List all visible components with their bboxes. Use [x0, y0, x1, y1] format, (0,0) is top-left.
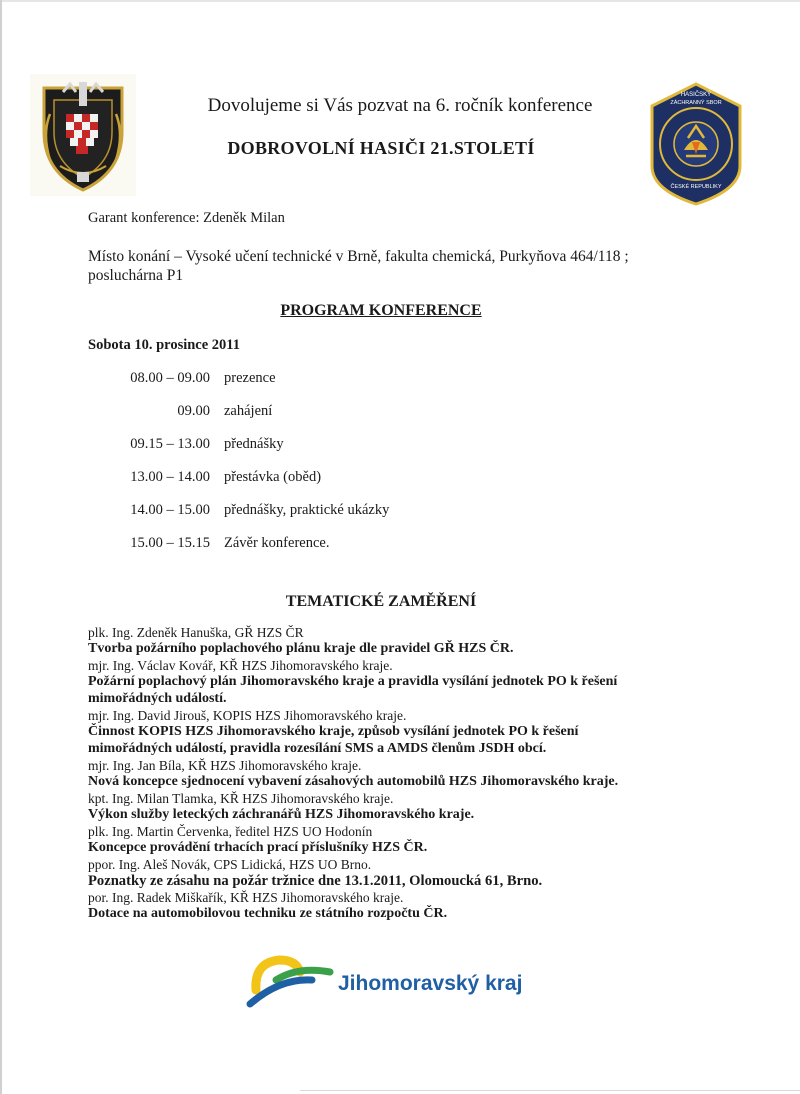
schedule-activity: přestávka (oběd): [224, 469, 322, 485]
talk-title: Poznatky ze zásahu na požár tržnice dne 13.1.2011, Olomoucká 61, Brno.: [88, 873, 543, 890]
schedule-activity: přednášky: [224, 436, 284, 452]
talk-speaker: plk. Ing. Martin Červenka, ředitel HZS UO Hodonín: [88, 824, 373, 839]
venue-line-1: Místo konání – Vysoké učení technické v Brně, fakulta chemická, Purkyňova 464/118 ;: [88, 248, 629, 265]
talk-speaker: plk. Ing. Zdeněk Hanuška, GŘ HZS ČR: [88, 625, 304, 640]
coat-of-arms-emblem: [30, 74, 136, 196]
scan-edge-bottom: [300, 1090, 800, 1091]
program-heading: PROGRAM KONFERENCE: [280, 302, 482, 319]
talk-speaker: mjr. Ing. Václav Kovář, KŘ HZS Jihomoravského kraje.: [88, 658, 393, 673]
conference-title: DOBROVOLNÍ HASIČI 21.STOLETÍ: [227, 138, 535, 158]
schedule-time: 13.00 – 14.00: [130, 469, 210, 485]
emblem-arc-text: ZÁCHRANNÝ SBOR: [670, 100, 722, 106]
emblem-top-text: HASIČSKÝ: [680, 92, 712, 98]
talk-speaker: ppor. Ing. Aleš Novák, CPS Lidická, HZS UO Brno.: [88, 857, 372, 872]
talk-speaker: mjr. Ing. David Jirouš, KOPIS HZS Jihomoravského kraje.: [88, 708, 407, 723]
emblem-bottom-text: ČESKÉ REPUBLIKY: [670, 184, 722, 190]
schedule-time: 15.00 – 15.15: [130, 535, 210, 551]
scan-edge-left: [0, 0, 2, 1094]
talk-item: [88, 625, 648, 658]
talk-title: Koncepce provádění trhacích prací příslušníky HZS ČR.: [88, 840, 428, 856]
schedule-time: 09.00: [177, 403, 210, 419]
schedule-activity: zahájení: [224, 403, 273, 419]
talk-item: [88, 758, 648, 791]
schedule-time: 08.00 – 09.00: [130, 370, 210, 386]
schedule-time: 09.15 – 13.00: [130, 436, 210, 452]
venue: [88, 247, 648, 285]
region-logo-mark: [246, 950, 338, 1008]
talk-item: [88, 708, 648, 757]
invitation-line: Dovolujeme si Vás pozvat na 6. ročník konference: [207, 95, 593, 116]
talk-title: Dotace na automobilovou techniku ze státního rozpočtu ČR.: [88, 906, 448, 922]
schedule-activity: prezence: [224, 370, 276, 386]
schedule-time: 14.00 – 15.00: [130, 502, 210, 518]
talk-title: Tvorba požárního poplachového plánu kraje dle pravidel GŘ HZS ČR.: [88, 641, 514, 657]
talk-item: [88, 857, 648, 890]
talk-title: Požární poplachový plán Jihomoravského kraje a pravidla vysílání jednotek PO k řešení mimořádných událostí.: [88, 674, 618, 706]
talk-title: Výkon služby leteckých záchranářů HZS Jihomoravského kraje.: [88, 807, 475, 823]
scan-edge-top: [0, 0, 800, 2]
talk-item: [88, 824, 648, 857]
themes-heading: TEMATICKÉ ZAMĚŘENÍ: [285, 593, 477, 610]
conference-guarantor: Garant konference: Zdeněk Milan: [88, 210, 285, 226]
talk-speaker: mjr. Ing. Jan Bíla, KŘ HZS Jihomoravského kraje.: [88, 758, 362, 773]
venue-line-2: posluchárna P1: [88, 267, 184, 284]
talk-speaker: kpt. Ing. Milan Tlamka, KŘ HZS Jihomoravského kraje.: [88, 791, 394, 806]
program-day: Sobota 10. prosince 2011: [88, 337, 241, 353]
schedule-activity: přednášky, praktické ukázky: [224, 502, 390, 518]
schedule-activity: Závěr konference.: [224, 535, 330, 551]
region-logo-text: Jihomoravský kraj: [338, 972, 523, 995]
talk-item: [88, 791, 648, 824]
talk-speaker: por. Ing. Radek Miškařík, KŘ HZS Jihomoravského kraje.: [88, 890, 404, 905]
talk-title: Činnost KOPIS HZS Jihomoravského kraje, způsob vysílání jednotek PO k řešení mimořádných událostí, pravidla rozesílání SMS a AMDS členům JSDH obcí.: [88, 724, 579, 756]
talk-item: [88, 890, 648, 923]
talk-title: Nová koncepce sjednocení vybavení zásahových automobilů HZS Jihomoravského kraje.: [88, 774, 619, 790]
talk-item: [88, 658, 648, 707]
